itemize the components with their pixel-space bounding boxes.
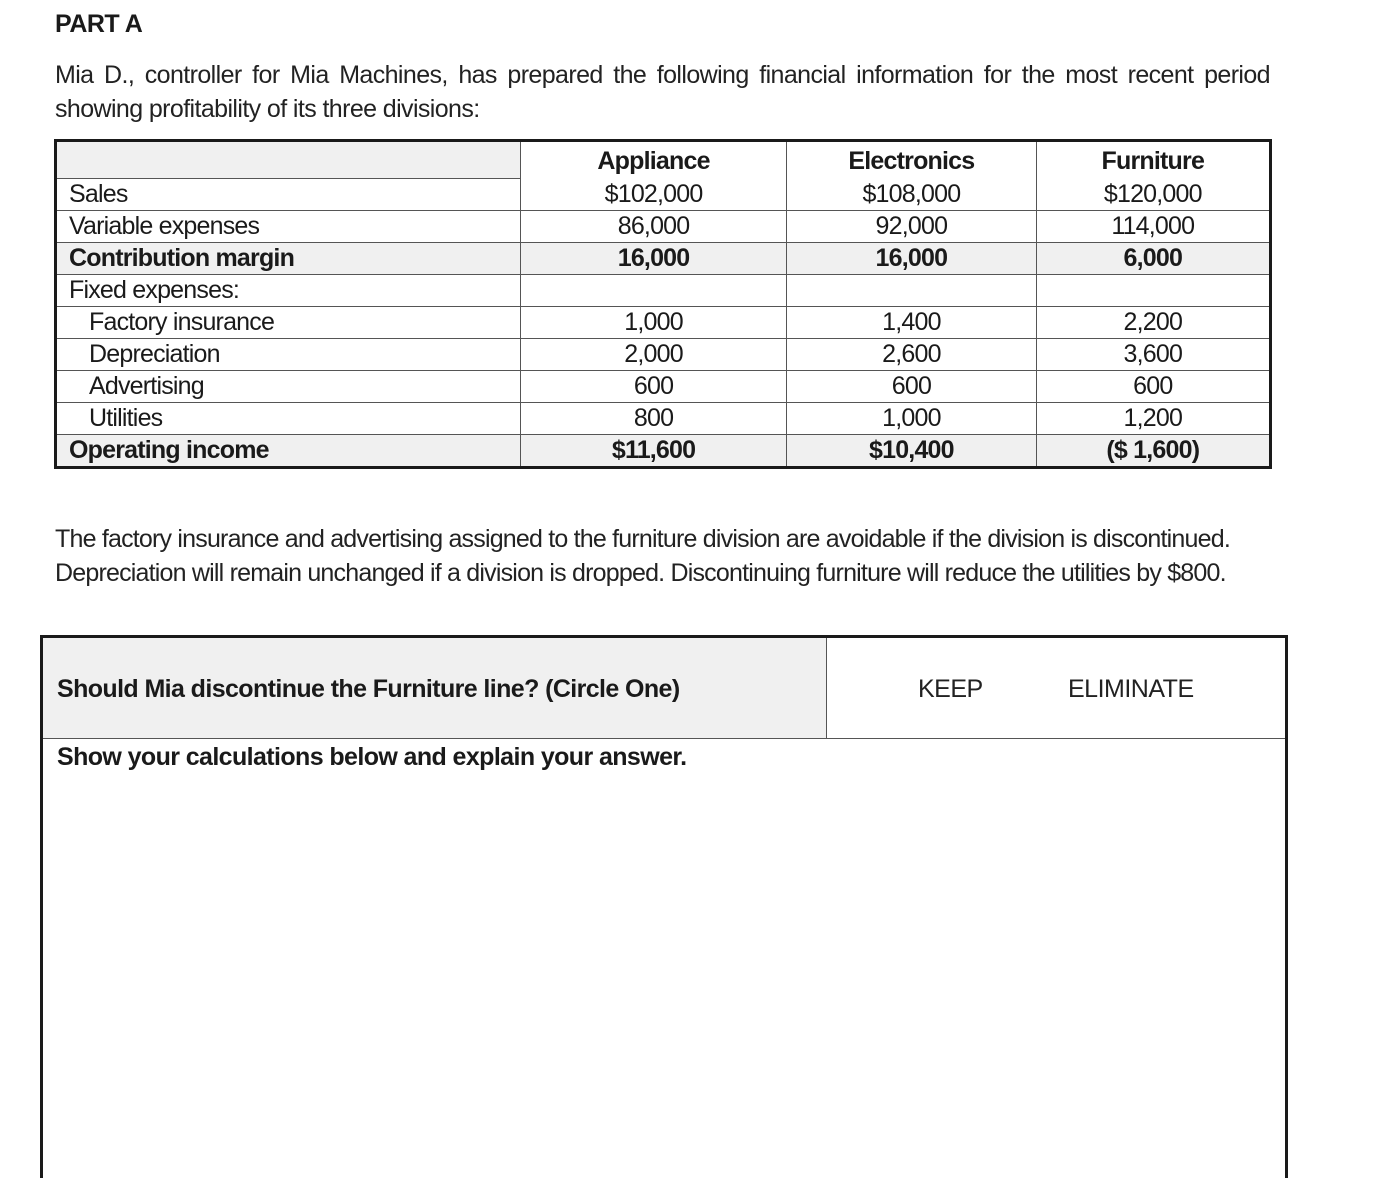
cell-value: 2,600 [787,339,1036,371]
cell-value: $108,000 [787,179,1036,211]
cell-value: 1,200 [1036,403,1270,435]
cell-value: 2,000 [520,339,786,371]
question-text: Should Mia discontinue the Furniture line? (Circle One) [57,675,680,703]
row-label: Fixed expenses: [56,275,521,307]
table-row-factory-insurance [56,307,1271,339]
cell-value [1036,275,1270,307]
row-label: Depreciation [56,339,521,371]
row-label: Advertising [56,371,521,403]
intro-paragraph: Mia D., controller for Mia Machines, has prepared the following financial information for the most recent period showing profitability of its three divisions: [55,61,1270,123]
cell-value: $102,000 [520,179,786,211]
question-cell [43,638,827,738]
cell-value: 92,000 [787,211,1036,243]
scenario-note [55,522,1285,590]
table-row-operating-income [56,435,1271,468]
cell-value: ($ 1,600) [1036,435,1270,468]
cell-value: 6,000 [1036,243,1270,275]
instruction-text: Show your calculations below and explain your answer. [57,743,687,771]
table-row-utilities [56,403,1271,435]
row-label: Sales [56,179,521,211]
cell-value: 800 [520,403,786,435]
cell-value: 600 [787,371,1036,403]
choice-keep[interactable]: KEEP [918,675,983,703]
cell-value: 114,000 [1036,211,1270,243]
table-corner-cell [56,141,521,179]
row-label: Factory insurance [56,307,521,339]
table-row-sales [56,179,1271,211]
row-label: Variable expenses [56,211,521,243]
cell-value: 1,000 [520,307,786,339]
scenario-note-line: The factory insurance and advertising assigned to the furniture division are avoidable if the division is discontinued. [55,525,1230,553]
financial-table [54,139,1272,469]
cell-value: 16,000 [520,243,786,275]
column-header-appliance: Appliance [520,141,786,179]
cell-value: 1,400 [787,307,1036,339]
cell-value: 3,600 [1036,339,1270,371]
column-header-furniture: Furniture [1036,141,1270,179]
table-row-fixed-expenses [56,275,1271,307]
cell-value: $11,600 [520,435,786,468]
row-label: Operating income [56,435,521,468]
column-header-electronics: Electronics [787,141,1036,179]
cell-value: 16,000 [787,243,1036,275]
row-label: Utilities [56,403,521,435]
table-row-variable-expenses [56,211,1271,243]
cell-value: 600 [520,371,786,403]
table-row-depreciation [56,339,1271,371]
choice-eliminate[interactable]: ELIMINATE [1068,675,1194,703]
part-heading: PART A [55,10,143,38]
scenario-note-line: Depreciation will remain unchanged if a division is dropped. Discontinuing furniture will reduce the utilities by $800. [55,559,1226,587]
cell-value [520,275,786,307]
table-row-contribution-margin [56,243,1271,275]
row-label: Contribution margin [56,243,521,275]
table-row-advertising [56,371,1271,403]
table-header-row [56,141,1271,179]
cell-value [787,275,1036,307]
question-row [43,638,1285,739]
cell-value: $120,000 [1036,179,1270,211]
cell-value: 86,000 [520,211,786,243]
answer-box [40,635,1288,1178]
cell-value: $10,400 [787,435,1036,468]
cell-value: 600 [1036,371,1270,403]
cell-value: 1,000 [787,403,1036,435]
cell-value: 2,200 [1036,307,1270,339]
